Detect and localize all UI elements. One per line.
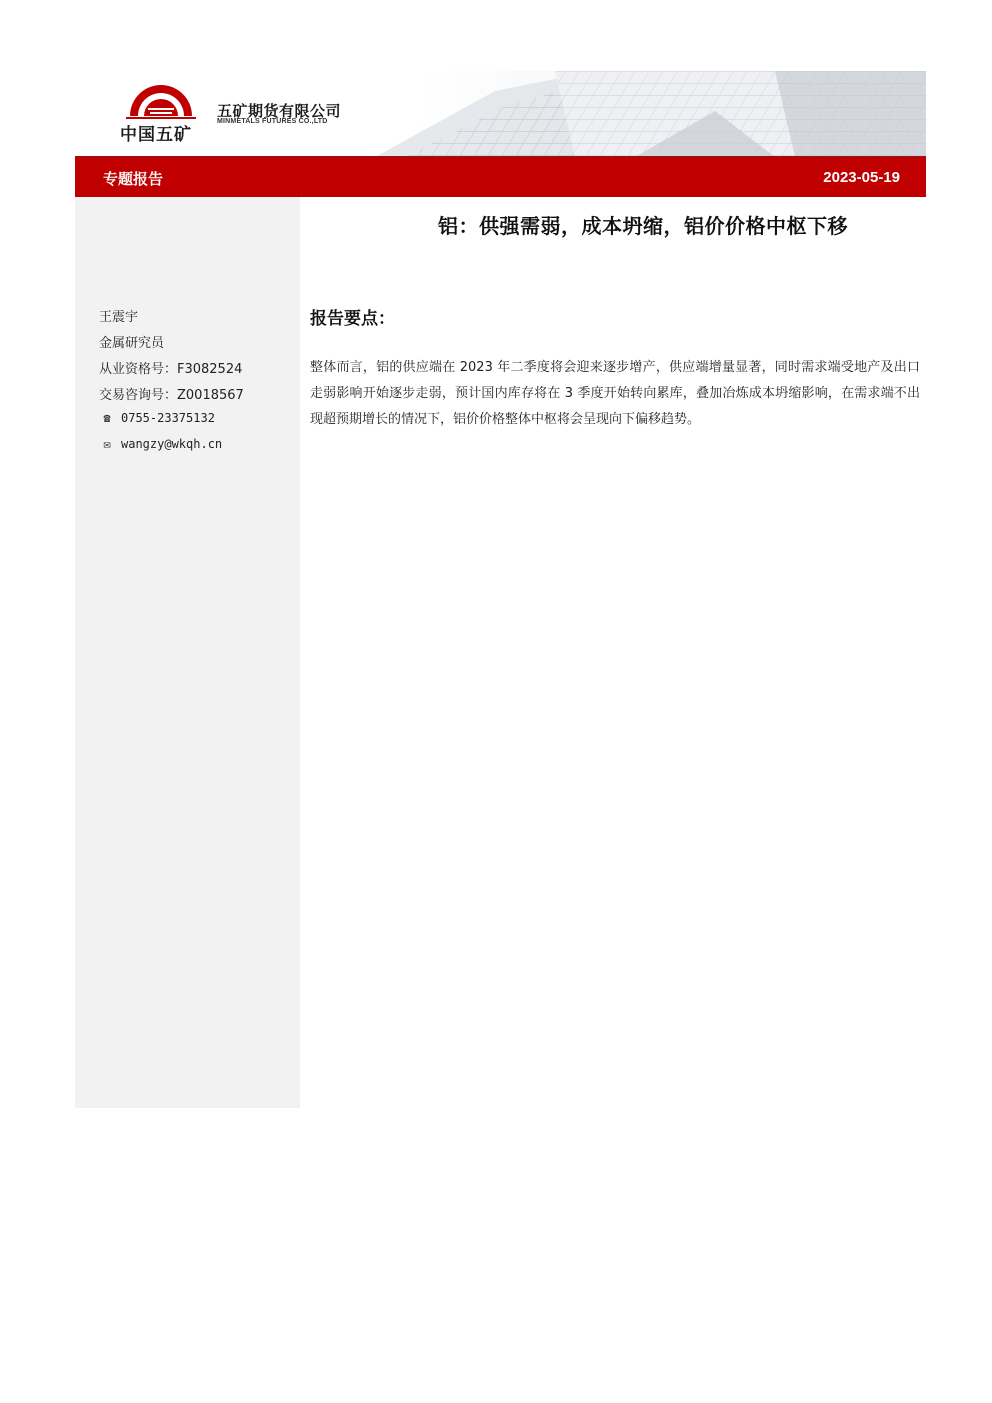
author-consult-number: 交易咨询号：Z0018567 bbox=[99, 388, 244, 403]
summary-paragraph: 整体而言，铝的供应端在 2023 年二季度将会迎来逐步增产，供应端增量显著，同时需求端受地产及出口走弱影响开始逐步走弱，预计国内库存将在 3 季度开始转向累库，叠加冶炼成本坍缩影响，在需求端不出现超预期增长的情况下，铝价价格整体中枢将会呈现向下偏移趋势。 bbox=[310, 360, 920, 427]
phone-icon: ☎ bbox=[103, 411, 111, 425]
section-title: 报告要点： bbox=[310, 309, 395, 329]
author-qualification: 从业资格号：F3082524 bbox=[99, 362, 243, 377]
logo-text: 中国五矿 bbox=[120, 125, 192, 145]
author-phone bbox=[99, 411, 215, 425]
company-name-en: MINMETALS FUTURES CO.,LTD bbox=[217, 118, 328, 125]
report-date: 2023-05-19 bbox=[823, 169, 900, 186]
author-phone-number: 0755-23375132 bbox=[121, 411, 215, 425]
envelope-icon: ✉ bbox=[103, 437, 111, 451]
report-banner bbox=[75, 157, 926, 197]
company-name-cn: 五矿期货有限公司 bbox=[217, 102, 342, 120]
author-email-address[interactable]: wangzy@wkqh.cn bbox=[121, 437, 223, 451]
report-type-label: 专题报告 bbox=[103, 170, 164, 188]
author-name: 王震宇 bbox=[99, 310, 139, 325]
author-email bbox=[99, 437, 222, 451]
author-sidebar bbox=[75, 197, 300, 1108]
report-title: 铝：供强需弱，成本坍缩，铝价价格中枢下移 bbox=[438, 214, 848, 238]
author-role: 金属研究员 bbox=[99, 336, 165, 351]
